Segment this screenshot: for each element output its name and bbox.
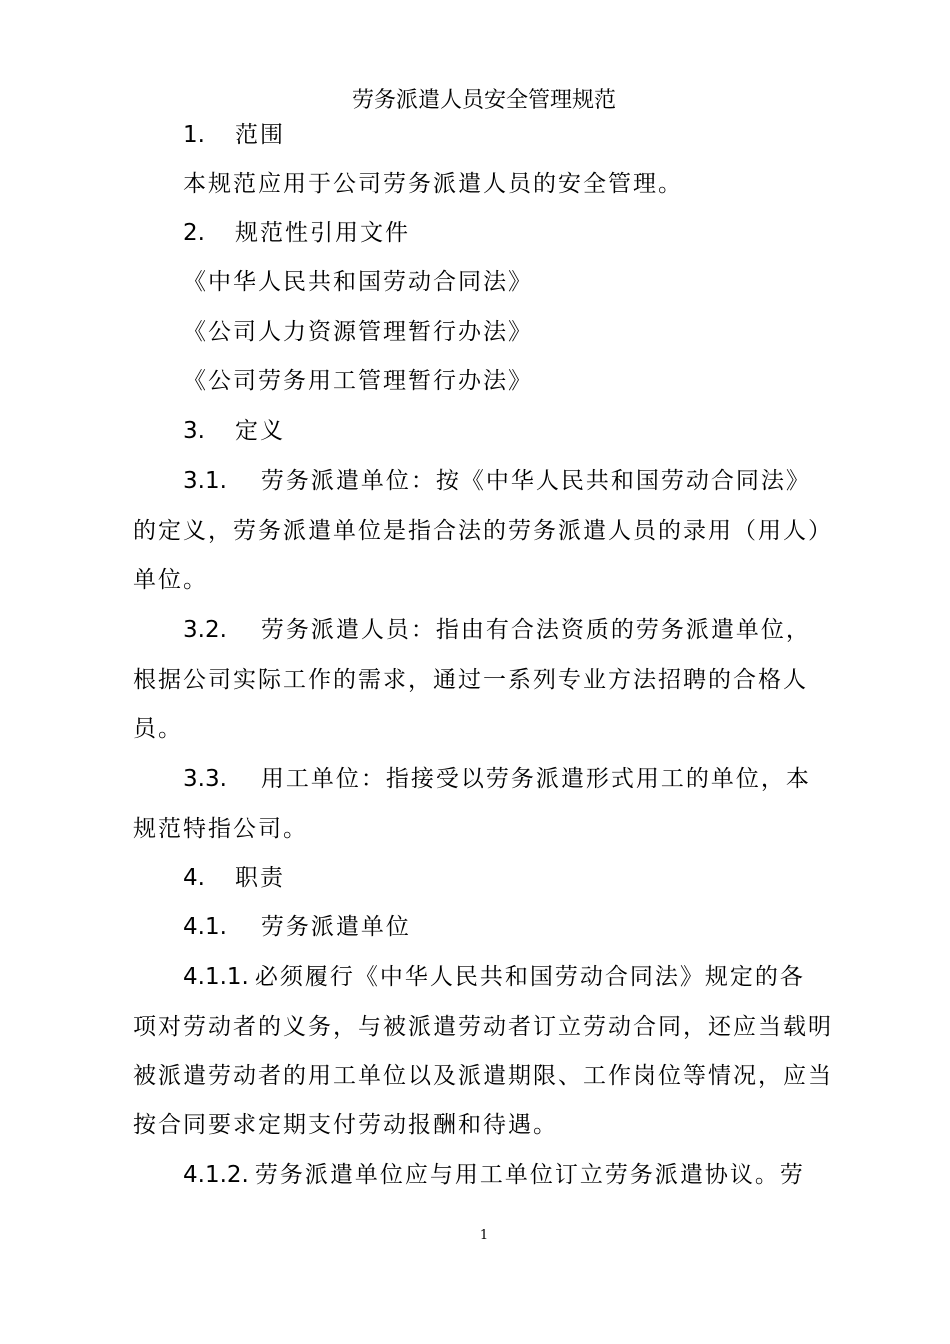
- responsibility-4-1-1-line-4: 按合同要求定期支付劳动报酬和待遇。: [133, 1112, 558, 1138]
- section-title: 职责: [234, 865, 285, 891]
- responsibility-4-1-1-line-2: 项对劳动者的义务，与被派遣劳动者订立劳动合同，还应当载明: [133, 1014, 833, 1040]
- clause-number: 4.1.2.: [183, 1162, 249, 1188]
- section-title: 规范性引用文件: [234, 220, 410, 246]
- responsibility-4-1-1-line-3: 被派遣劳动者的用工单位以及派遣期限、工作岗位等情况，应当: [133, 1063, 833, 1089]
- page-number: 1: [479, 1228, 489, 1243]
- section-number: 1.: [183, 122, 205, 148]
- clause-number: 4.1.1.: [183, 964, 249, 990]
- clause-number: 3.2.: [183, 617, 227, 643]
- reference-item: 《公司劳务用工管理暂行办法》: [183, 368, 533, 394]
- reference-item: 《中华人民共和国劳动合同法》: [183, 269, 533, 295]
- section-2-heading: [183, 215, 903, 251]
- definition-3-2-line-3: 员。: [133, 716, 183, 742]
- section-1-paragraph: 本规范应用于公司劳务派遣人员的安全管理。: [183, 171, 683, 197]
- reference-item: 《公司人力资源管理暂行办法》: [183, 319, 533, 345]
- definition-3-1-line-2: 的定义，劳务派遣单位是指合法的劳务派遣人员的录用（用人）: [133, 518, 833, 544]
- definition-3-3-line-1: [183, 761, 903, 797]
- definition-3-3-line-2: 规范特指公司。: [133, 816, 308, 842]
- responsibility-4-1-1-line-1: [183, 959, 903, 995]
- clause-text: 劳务派遣单位: [260, 914, 411, 940]
- section-4-heading: [183, 860, 903, 896]
- clause-text: 劳务派遣人员：指由有合法资质的劳务派遣单位，: [260, 617, 811, 643]
- responsibility-4-1-2-line-1: [183, 1157, 903, 1193]
- definition-3-1-line-3: 单位。: [133, 567, 208, 593]
- clause-number: 3.3.: [183, 766, 227, 792]
- clause-number: 4.1.: [183, 914, 227, 940]
- clause-text: 劳务派遣单位：按《中华人民共和国劳动合同法》: [260, 468, 811, 494]
- section-number: 3.: [183, 418, 205, 444]
- clause-number: 3.1.: [183, 468, 227, 494]
- section-title: 范围: [234, 122, 285, 148]
- section-number: 2.: [183, 220, 205, 246]
- section-number: 4.: [183, 865, 205, 891]
- definition-3-2-line-2: 根据公司实际工作的需求，通过一系列专业方法招聘的合格人: [133, 667, 808, 693]
- clause-text: 必须履行《中华人民共和国劳动合同法》规定的各: [254, 964, 805, 990]
- responsibility-4-1-heading: [183, 909, 903, 945]
- clause-text: 劳务派遣单位应与用工单位订立劳务派遣协议。劳: [254, 1162, 805, 1188]
- clause-text: 用工单位：指接受以劳务派遣形式用工的单位，本: [260, 766, 811, 792]
- section-1-heading: [183, 117, 903, 153]
- definition-3-1-line-1: [183, 463, 903, 499]
- document-title: 劳务派遣人员安全管理规范: [351, 88, 616, 113]
- section-title: 定义: [234, 418, 285, 444]
- definition-3-2-line-1: [183, 612, 903, 648]
- section-3-heading: [183, 413, 903, 449]
